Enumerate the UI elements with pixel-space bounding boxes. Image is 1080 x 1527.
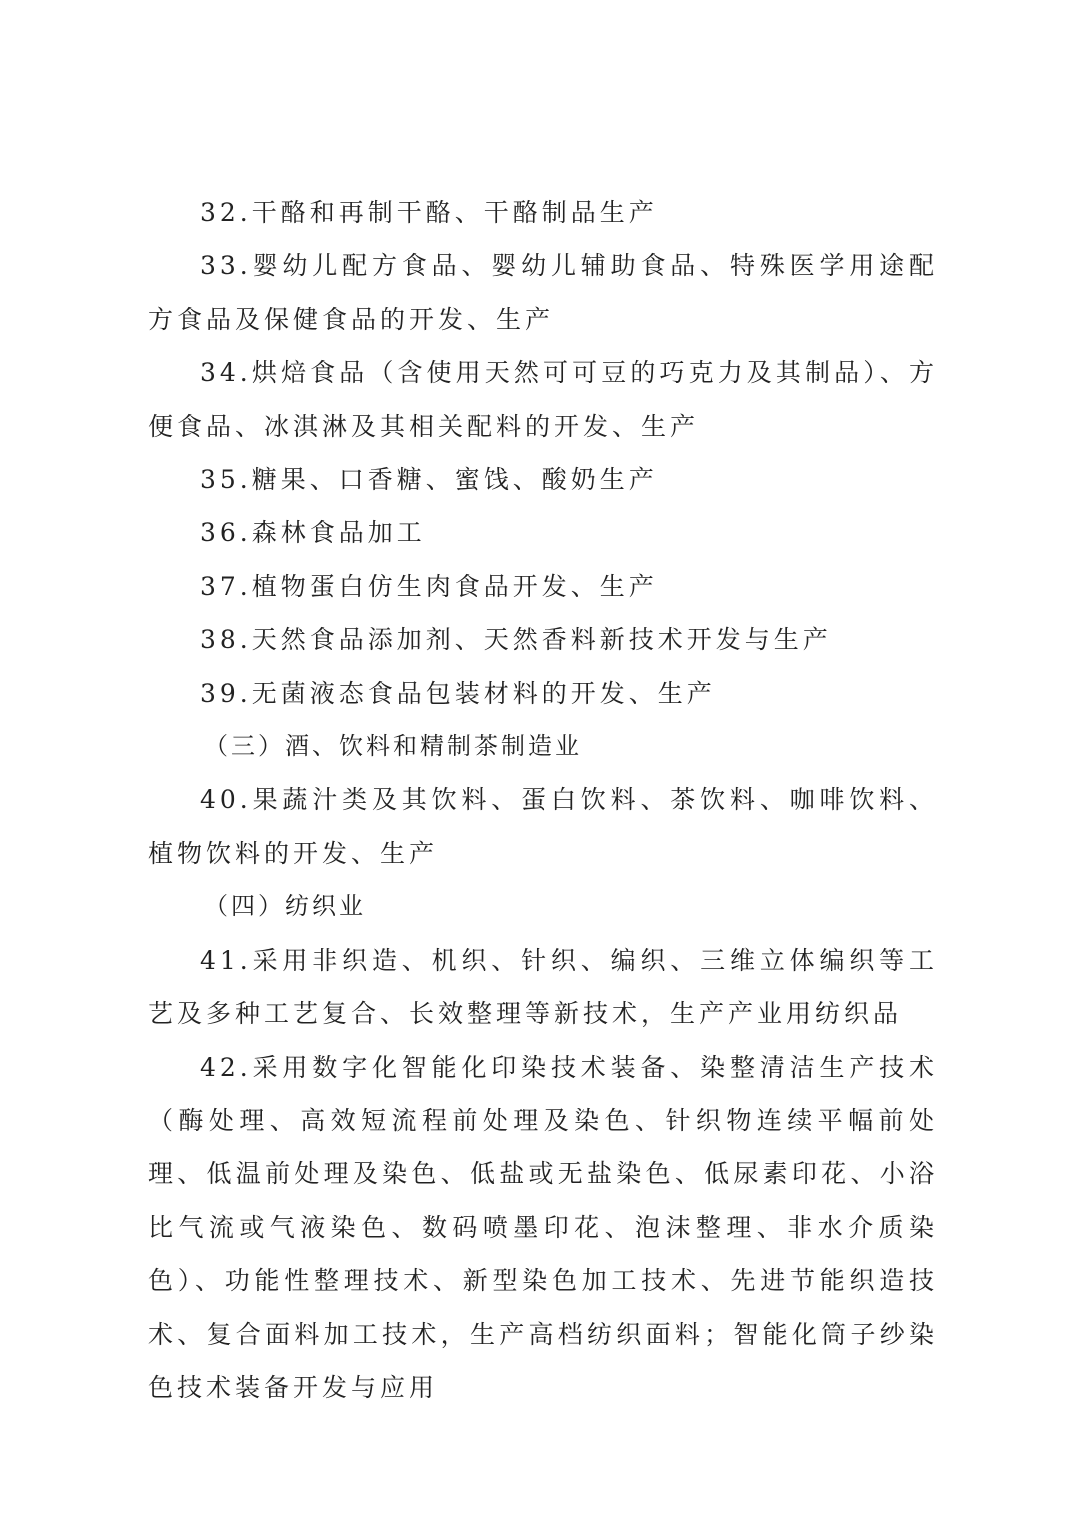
list-item-42: 42.采用数字化智能化印染技术装备、染整清洁生产技术（酶处理、高效短流程前处理及染色、针织物连续平幅前处理、低温前处理及染色、低盐或无盐染色、低尿素印花、小浴比气流或气液染色、数码喷墨印花、泡沫整理、非水介质染色）、功能性整理技术、新型染色加工技术、先进节能织造技术、复合面料加工技术，生产高档纺织面料；智能化筒子纱染色技术装备开发与应用 <box>148 1052 938 1402</box>
list-item-37: 37.植物蛋白仿生肉食品开发、生产 <box>200 571 658 601</box>
list-item-32: 32.干酪和再制干酪、干酪制品生产 <box>200 198 658 227</box>
list-item-38: 38.天然食品添加剂、天然香料新技术开发与生产 <box>200 625 832 655</box>
section-heading-beverage: （三）酒、饮料和精制茶制造业 <box>204 732 582 761</box>
section-heading-textile: （四）纺织业 <box>204 892 366 921</box>
list-item-33: 33.婴幼儿配方食品、婴幼儿辅助食品、特殊医学用途配方食品及保健食品的开发、生产 <box>148 251 938 334</box>
list-item-39: 39.无菌液态食品包装材料的开发、生产 <box>200 678 716 708</box>
document-body <box>148 186 938 1414</box>
list-item-34: 34.烘焙食品（含使用天然可可豆的巧克力及其制品）、方便食品、冰淇淋及其相关配料的开发、生产 <box>148 358 938 441</box>
list-item-35: 35.糖果、口香糖、蜜饯、酸奶生产 <box>200 465 658 495</box>
list-item-41: 41.采用非织造、机织、针织、编织、三维立体编织等工艺及多种工艺复合、长效整理等新技术，生产产业用纺织品 <box>148 945 938 1029</box>
list-item-40: 40.果蔬汁类及其饮料、蛋白饮料、茶饮料、咖啡饮料、植物饮料的开发、生产 <box>148 785 938 868</box>
list-item-36: 36.森林食品加工 <box>200 518 426 548</box>
